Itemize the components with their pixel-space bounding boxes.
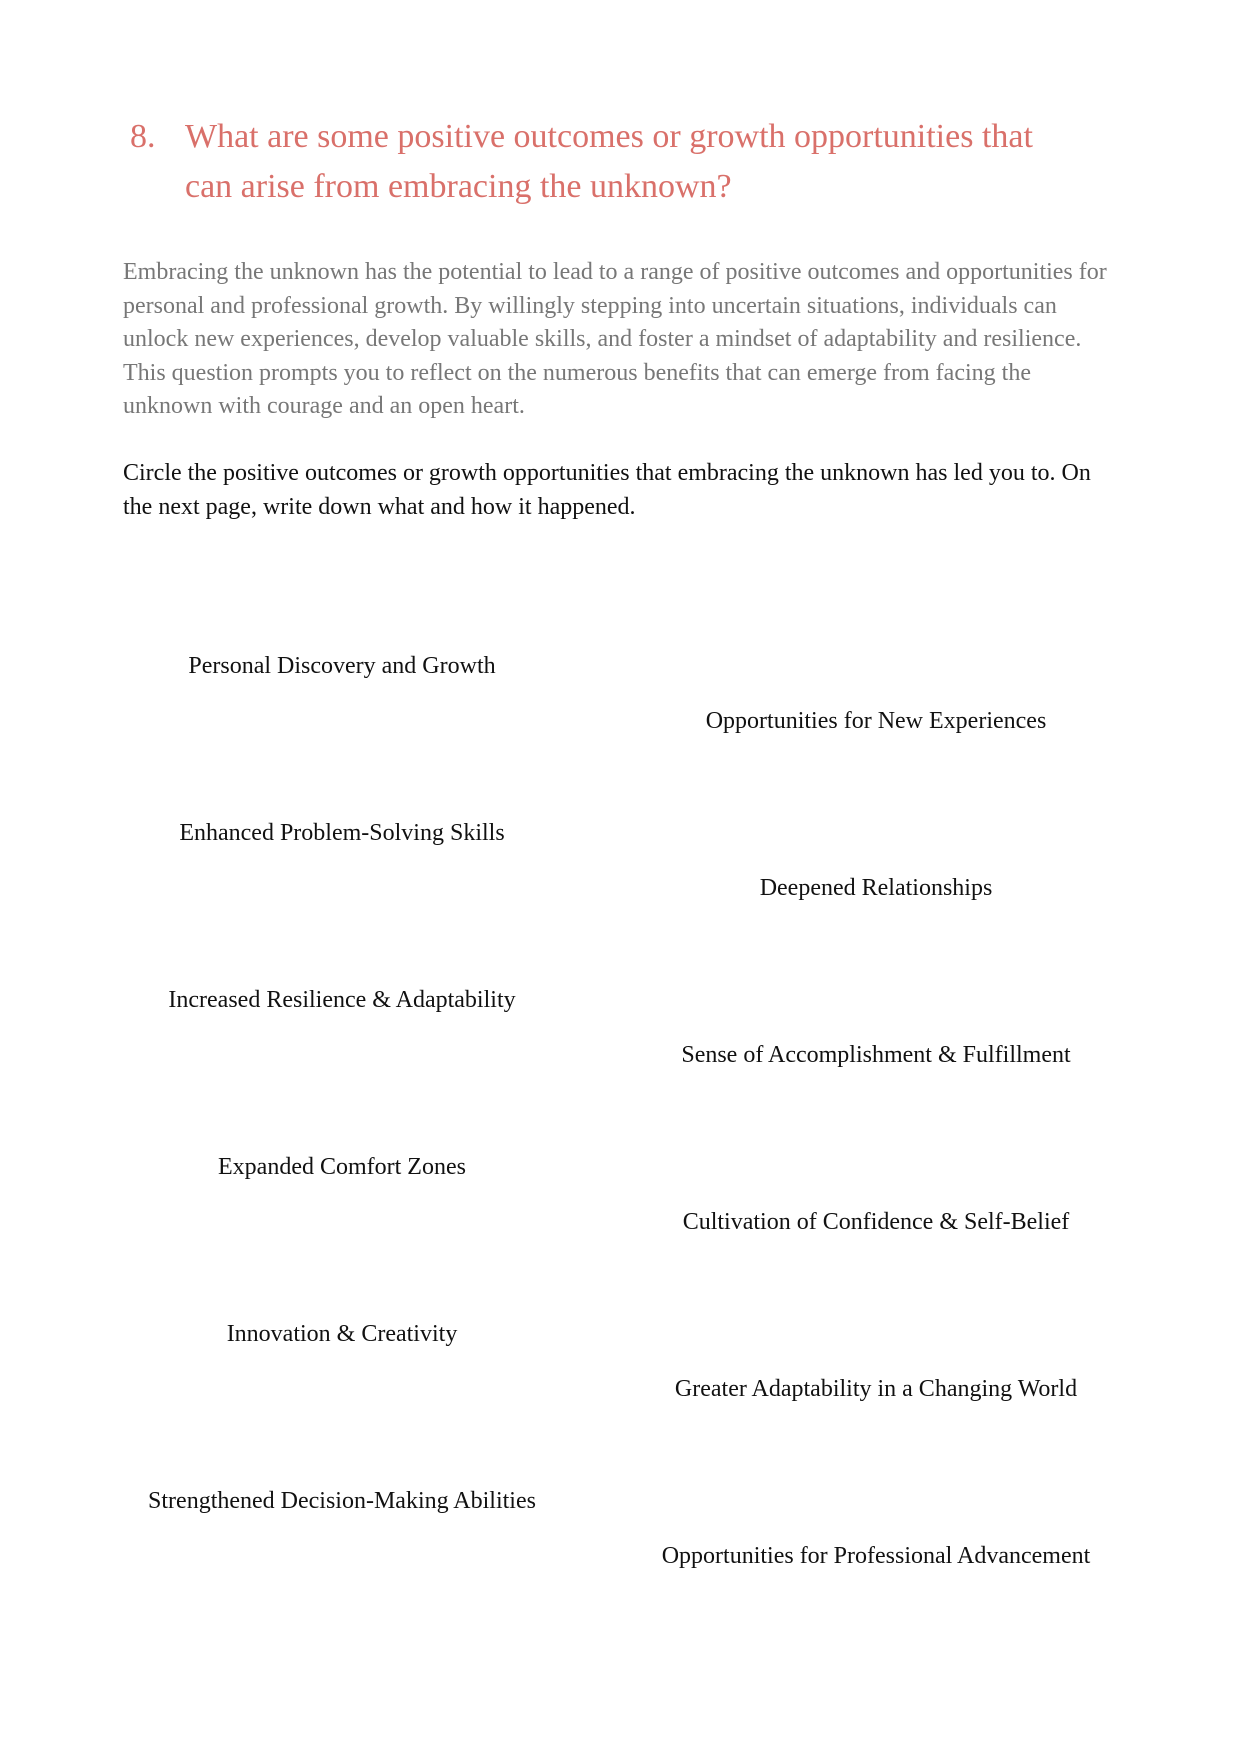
outcome-deepened-relationships[interactable]: Deepened Relationships bbox=[759, 875, 993, 901]
outcome-decision-making[interactable]: Strengthened Decision-Making Abilities bbox=[148, 1488, 536, 1514]
outcome-confidence[interactable]: Cultivation of Confidence & Self-Belief bbox=[682, 1209, 1070, 1235]
outcome-comfort-zones[interactable]: Expanded Comfort Zones bbox=[218, 1154, 466, 1180]
outcome-problem-solving[interactable]: Enhanced Problem-Solving Skills bbox=[179, 820, 505, 846]
outcome-innovation[interactable]: Innovation & Creativity bbox=[226, 1321, 458, 1347]
instruction-paragraph: Circle the positive outcomes or growth opportunities that embracing the unknown has led you to. On the next page, write down what and how it happened. bbox=[123, 460, 1091, 520]
question-title: What are some positive outcomes or growth opportunities that can arise from embracing the unknown? bbox=[185, 118, 1033, 205]
question-heading bbox=[130, 112, 1130, 212]
outcome-new-experiences[interactable]: Opportunities for New Experiences bbox=[705, 708, 1047, 734]
intro-paragraph: Embracing the unknown has the potential to lead to a range of positive outcomes and opportunities for personal and professional growth. By willingly stepping into uncertain situations, individuals can unlock new experiences, develop valuable skills, and foster a mindset of adaptability and resilience. This question prompts you to reflect on the numerous benefits that can emerge from facing the unknown with courage and an open heart. bbox=[123, 259, 1107, 419]
outcome-accomplishment[interactable]: Sense of Accomplishment & Fulfillment bbox=[681, 1042, 1071, 1068]
outcome-personal-discovery[interactable]: Personal Discovery and Growth bbox=[188, 653, 496, 679]
outcome-professional-advancement[interactable]: Opportunities for Professional Advancement bbox=[661, 1543, 1091, 1569]
outcome-resilience-adaptability[interactable]: Increased Resilience & Adaptability bbox=[168, 987, 516, 1013]
question-number: 8. bbox=[130, 118, 156, 155]
outcome-changing-world[interactable]: Greater Adaptability in a Changing World bbox=[674, 1376, 1078, 1402]
